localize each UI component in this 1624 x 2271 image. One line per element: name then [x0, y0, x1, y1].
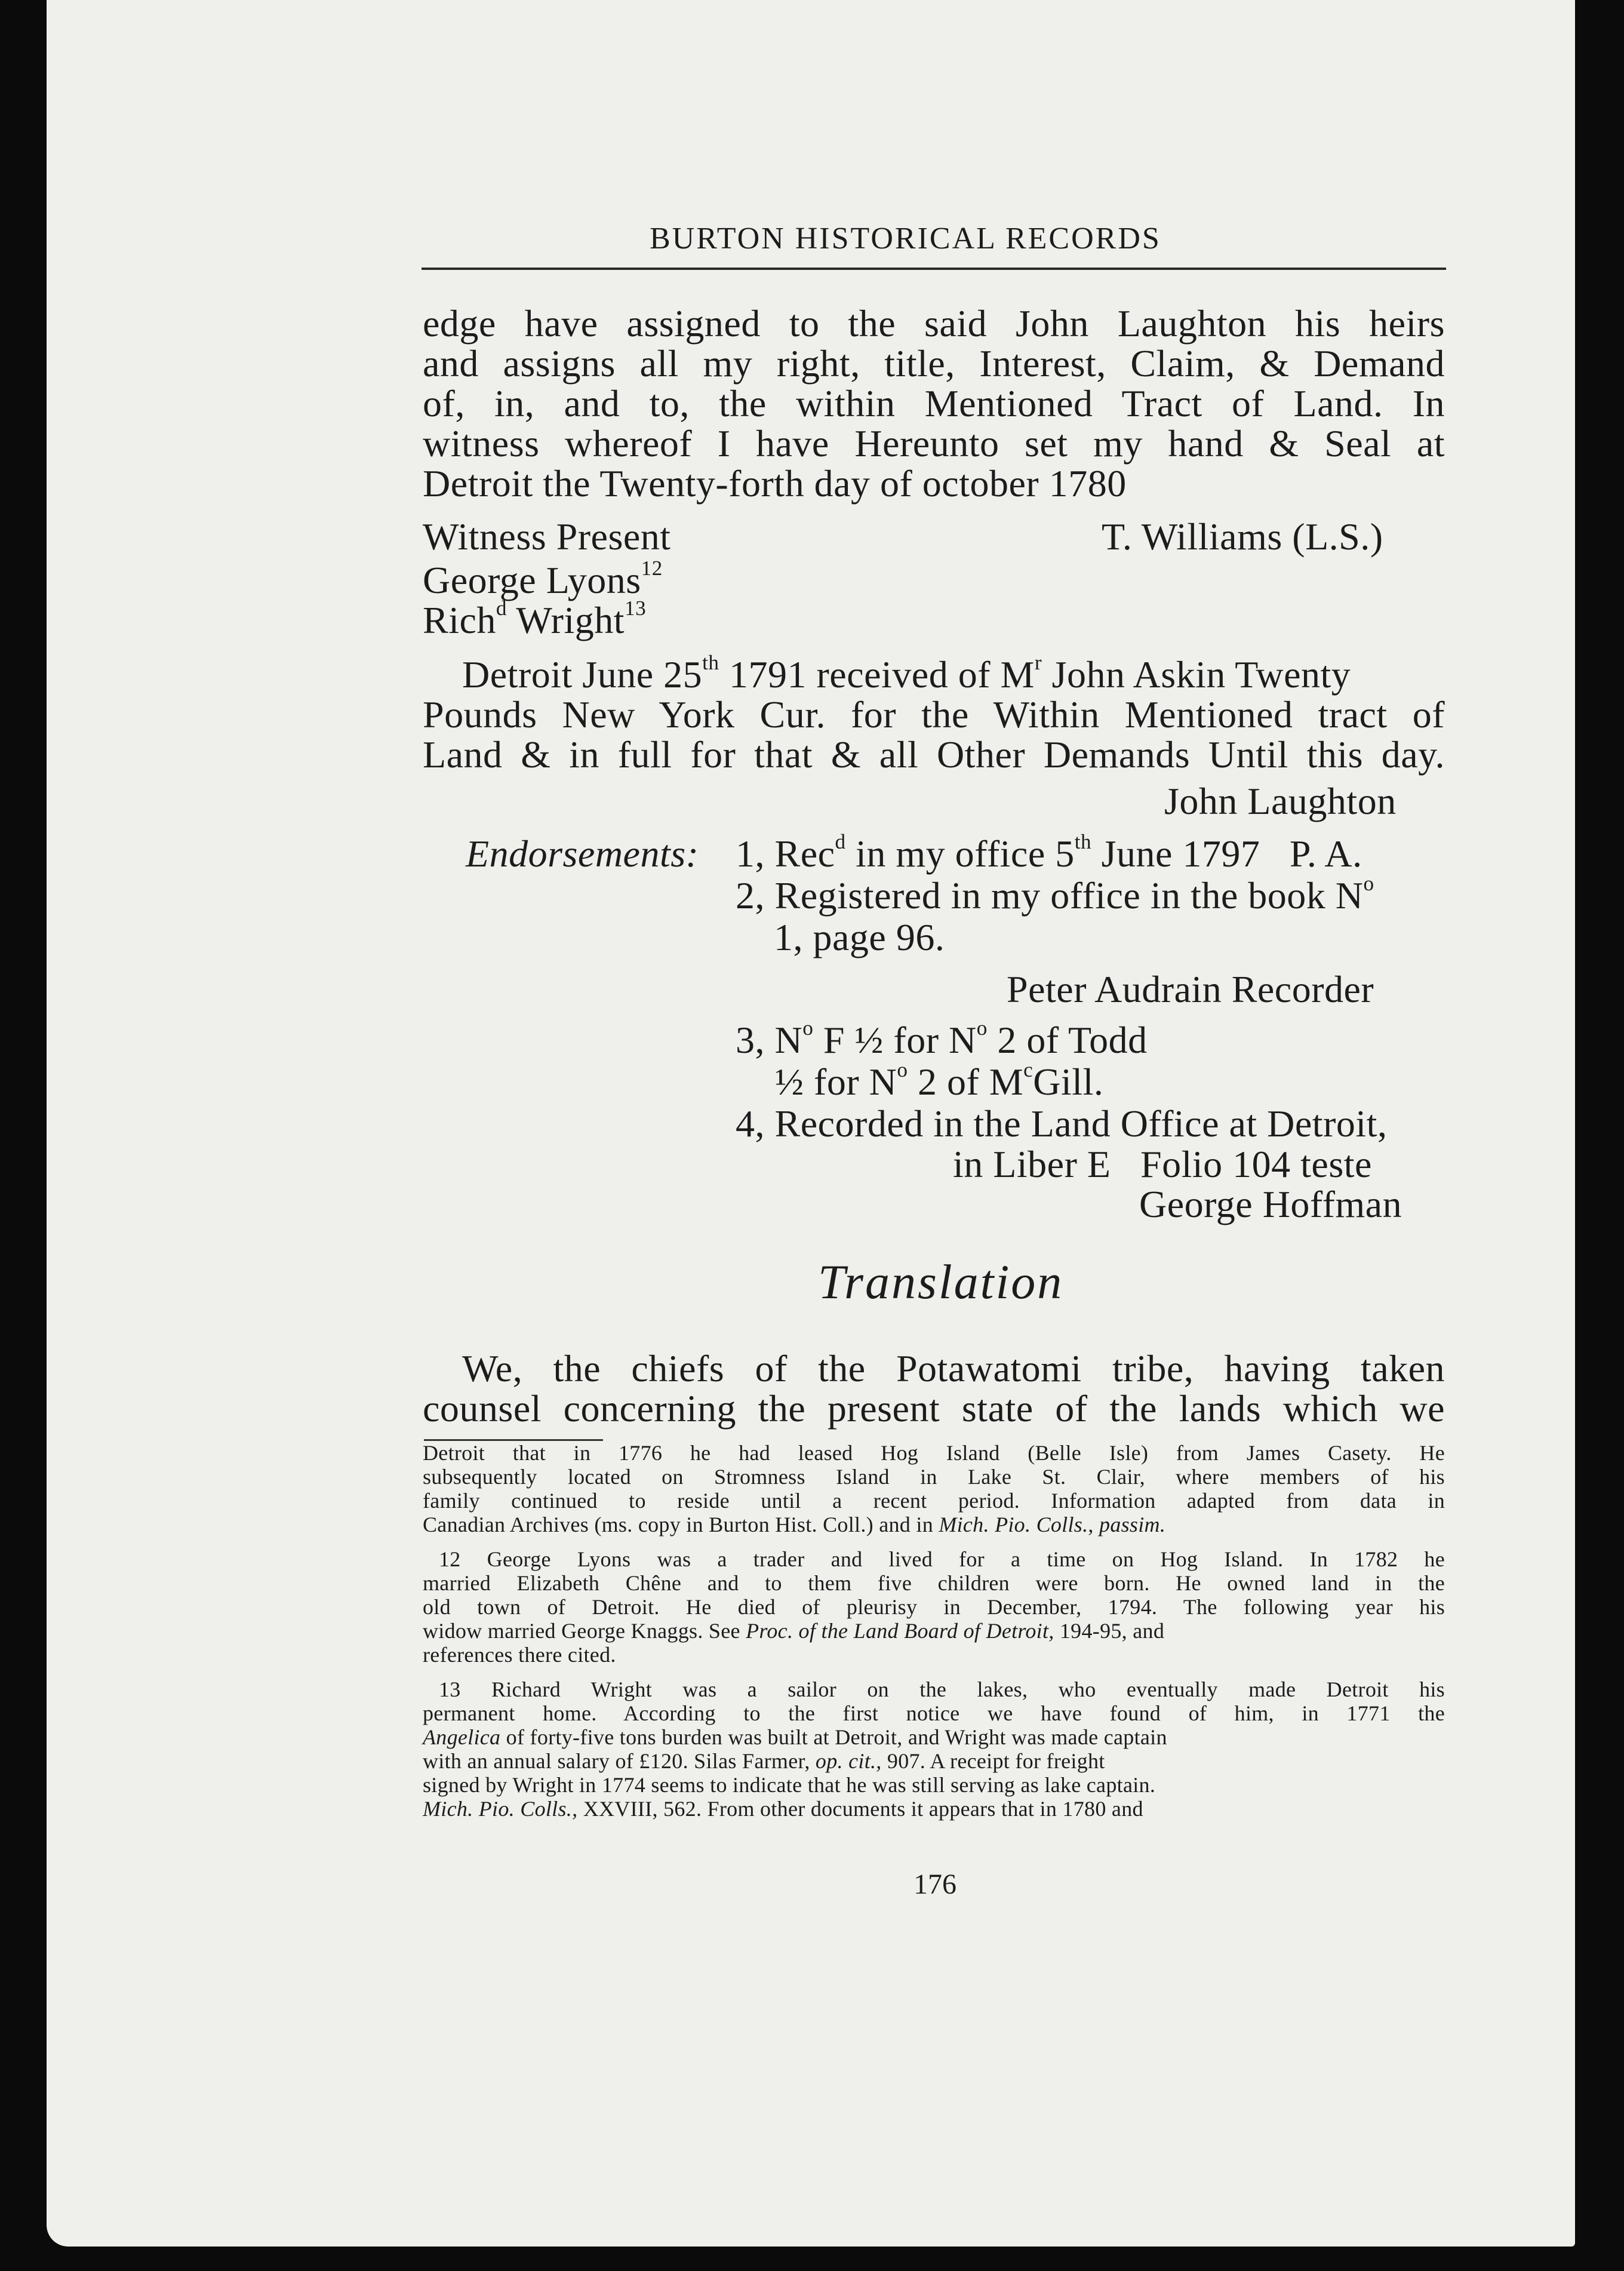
para1-line-4: witness whereof I have Hereunto set my hand & Seal at — [423, 422, 1445, 465]
translation-line-2: counsel concerning the present state of the lands which we — [423, 1387, 1445, 1430]
footnote-cont-line-1: Detroit that in 1776 he had leased Hog Island (Belle Isle) from James Casety. He — [423, 1441, 1445, 1465]
running-header: BURTON HISTORICAL RECORDS — [650, 222, 1161, 256]
recorder-signature: Peter Audrain Recorder — [1007, 968, 1374, 1010]
para1-line-5: Detroit the Twenty-forth day of october 1780 — [423, 462, 1127, 505]
footnote-13-line-6: Mich. Pio. Colls., XXVIII, 562. From other documents it appears that in 1780 and — [423, 1797, 1143, 1821]
translation-line-1: We, the chiefs of the Potawatomi tribe, having taken — [462, 1347, 1445, 1390]
endorsement-3: 3, $N^o$ F ½ for $N^o$ 2 of Todd — [736, 1016, 1148, 1061]
footnote-13-line-5: signed by Wright in 1774 seems to indicate that he was still serving as lake captain. — [423, 1773, 1156, 1797]
witness-richard-wright: Rich$^d$ Wright$^{13}$ — [423, 597, 647, 641]
endorsement-4: 4, Recorded in the Land Office at Detroit, — [736, 1102, 1388, 1145]
witness-george-lyons: George Lyons$^{12}$ — [423, 557, 663, 601]
footnote-13-line-1: 13 Richard Wright was a sailor on the lakes, who eventually made Detroit his — [439, 1677, 1445, 1701]
signature-john-laughton: John Laughton — [1164, 780, 1397, 822]
endorsement-2-cont: 1, page 96. — [774, 916, 945, 958]
page-number: 176 — [914, 1869, 956, 1900]
footnote-12-line-5: references there cited. — [423, 1643, 616, 1667]
para1-line-3: of, in, and to, the within Mentioned Tract of Land. In — [423, 382, 1445, 425]
footnote-12-line-4: widow married George Knaggs. See Proc. of the Land Board of Detroit, 194-95, and — [423, 1619, 1165, 1643]
endorsement-3-cont: ½ for $N^o$ 2 of $M^cGill$. — [775, 1058, 1104, 1103]
endorsement-2: 2, Registered in my office in the book $N^o$ — [736, 872, 1374, 917]
footnote-12-line-1: 12 George Lyons was a trader and lived for a time on Hog Island. In 1782 he — [439, 1547, 1445, 1571]
footnote-12-line-2: married Elizabeth Chêne and to them five children were born. He owned land in the — [423, 1571, 1445, 1595]
endorsement-4-cont: in Liber E Folio 104 teste — [953, 1143, 1372, 1185]
footnote-cont-line-4: Canadian Archives (ms. copy in Burton Hist. Coll.) and in Mich. Pio. Colls., passim. — [423, 1513, 1166, 1536]
para1-line-2: and assigns all my right, title, Interest, Claim, & Demand — [423, 342, 1445, 385]
footnote-12-line-3: old town of Detroit. He died of pleurisy in December, 1794. The following year his — [423, 1595, 1445, 1619]
footnote-cont-line-2: subsequently located on Stromness Island in Lake St. Clair, where members of his — [423, 1465, 1445, 1489]
footnote-13-line-4: with an annual salary of £120. Silas Farmer, op. cit., 907. A receipt for freight — [423, 1749, 1105, 1773]
para1-line-1: edge have assigned to the said John Laughton his heirs — [423, 302, 1445, 345]
endorsements-label: Endorsements: — [466, 832, 699, 875]
section-title-translation: Translation — [818, 1255, 1064, 1309]
para2-line-3: Land & in full for that & all Other Demands Until this day. — [423, 733, 1445, 776]
footnote-13-line-2: permanent home. According to the first notice we have found of him, in 1771 the — [423, 1701, 1445, 1725]
para2-line-2: Pounds New York Cur. for the Within Mentioned tract of — [423, 693, 1445, 736]
footnote-13-line-3: Angelica of forty-five tons burden was built at Detroit, and Wright was made captain — [423, 1725, 1167, 1749]
footnote-cont-line-3: family continued to reside until a recent period. Information adapted from data in — [423, 1489, 1445, 1513]
signer-name: T. Williams (L.S.) — [1102, 515, 1383, 558]
para2-line-1: Detroit June 25th 1791 received of $M^r$ John Askin Twenty — [462, 651, 1351, 696]
header-rule — [422, 268, 1446, 270]
signature-george-hoffman: George Hoffman — [1139, 1183, 1402, 1225]
endorsement-1: 1, Rec$^d$ in my office 5th June 1797 P. A. — [736, 830, 1362, 875]
witness-label: Witness Present — [423, 515, 671, 558]
